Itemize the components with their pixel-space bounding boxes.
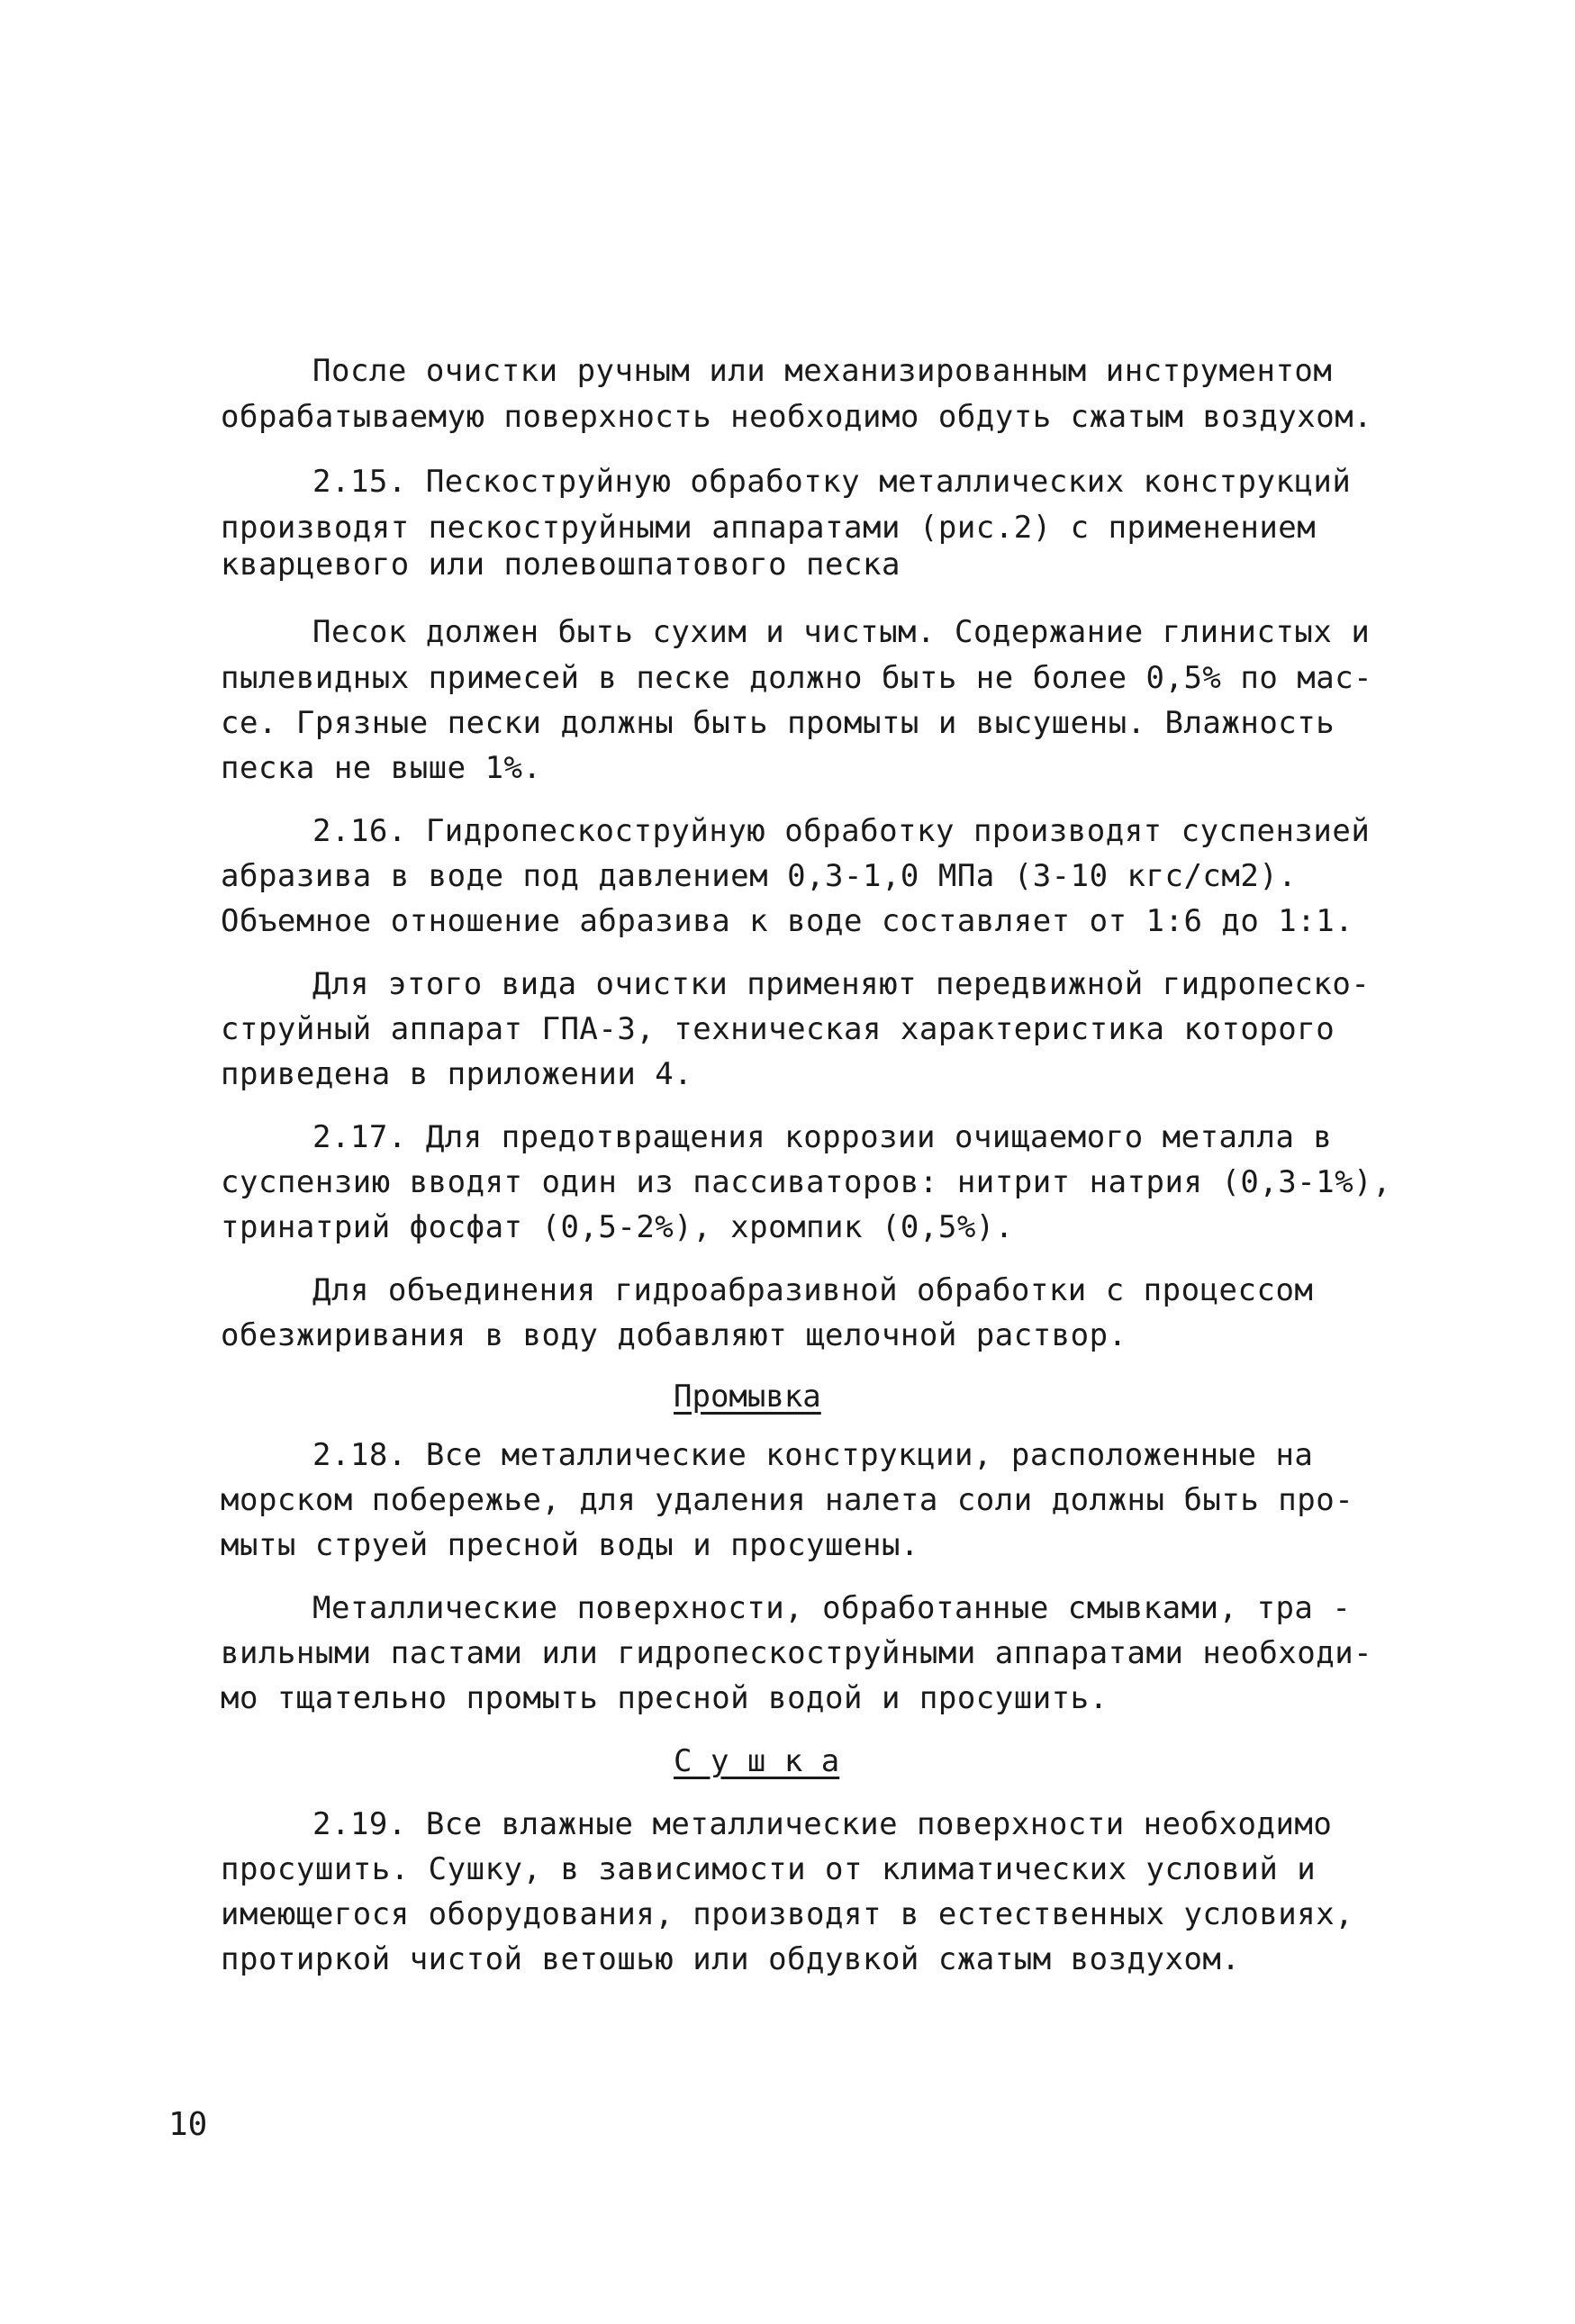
text-line: просушить. Сушку, в зависимости от климатических условий и (221, 1851, 1317, 1887)
text-line: 2.18. Все металлические конструкции, расположенные на (312, 1437, 1314, 1473)
text-line: тринатрий фосфат (0,5-2%), хромпик (0,5%). (221, 1209, 1014, 1245)
section-heading-washing: Промывка (674, 1379, 821, 1415)
text-line: обрабатываемую поверхность необходимо обдуть сжатым воздухом. (221, 399, 1373, 435)
text-line: пылевидных примесей в песке должно быть не более 0,5% по мас- (221, 660, 1373, 696)
text-line: Для объединения гидроабразивной обработки с процессом (312, 1272, 1314, 1308)
text-line: производят пескоструйными аппаратами (рис.2) с применением (221, 510, 1317, 546)
text-line: 2.17. Для предотвращения коррозии очищаемого металла в (312, 1119, 1333, 1155)
text-line: струйный аппарат ГПА-3, техническая характеристика которого (221, 1011, 1335, 1047)
text-line: кварцевого или полевошпатового песка (221, 547, 901, 583)
text-line: После очистки ручным или механизированным инструментом (312, 353, 1333, 389)
page-number: 10 (168, 2106, 208, 2143)
text-line: абразива в воде под давлением 0,3-1,0 МПа (3-10 кгс/см2). (221, 858, 1298, 894)
text-line: суспензию вводят один из пассиваторов: нитрит натрия (0,3-1%), (221, 1164, 1392, 1200)
text-line: протиркой чистой ветошью или обдувкой сжатым воздухом. (221, 1941, 1241, 1977)
text-line: мо тщательно промыть пресной водой и просушить. (221, 1680, 1109, 1716)
text-line: 2.15. Пескоструйную обработку металлических конструкций (312, 464, 1352, 500)
section-heading-drying: С у ш к а (674, 1743, 840, 1779)
text-line: Объемное отношение абразива к воде составляет от 1:6 до 1:1. (221, 903, 1354, 939)
text-line: вильными пастами или гидропескоструйными аппаратами необходи- (221, 1635, 1373, 1671)
text-line: Металлические поверхности, обработанные смывками, тра - (312, 1590, 1352, 1626)
text-line: Для этого вида очистки применяют передвижной гидропеско- (312, 966, 1371, 1002)
text-line: имеющегося оборудования, производят в естественных условиях, (221, 1896, 1354, 1932)
text-line: песка не выше 1%. (221, 750, 542, 786)
text-line: се. Грязные пески должны быть промыты и высушены. Влажность (221, 705, 1335, 741)
text-line: приведена в приложении 4. (221, 1056, 693, 1092)
text-line: мыты струей пресной воды и просушены. (221, 1527, 919, 1563)
text-line: Песок должен быть сухим и чистым. Содержание глинистых и (312, 614, 1371, 650)
text-line: обезжиривания в воду добавляют щелочной раствор. (221, 1317, 1127, 1353)
text-line: морском побережье, для удаления налета соли должны быть про- (221, 1482, 1354, 1518)
text-line: 2.19. Все влажные металлические поверхности необходимо (312, 1806, 1333, 1842)
text-line: 2.16. Гидропескоструйную обработку производят суспензией (312, 813, 1371, 849)
